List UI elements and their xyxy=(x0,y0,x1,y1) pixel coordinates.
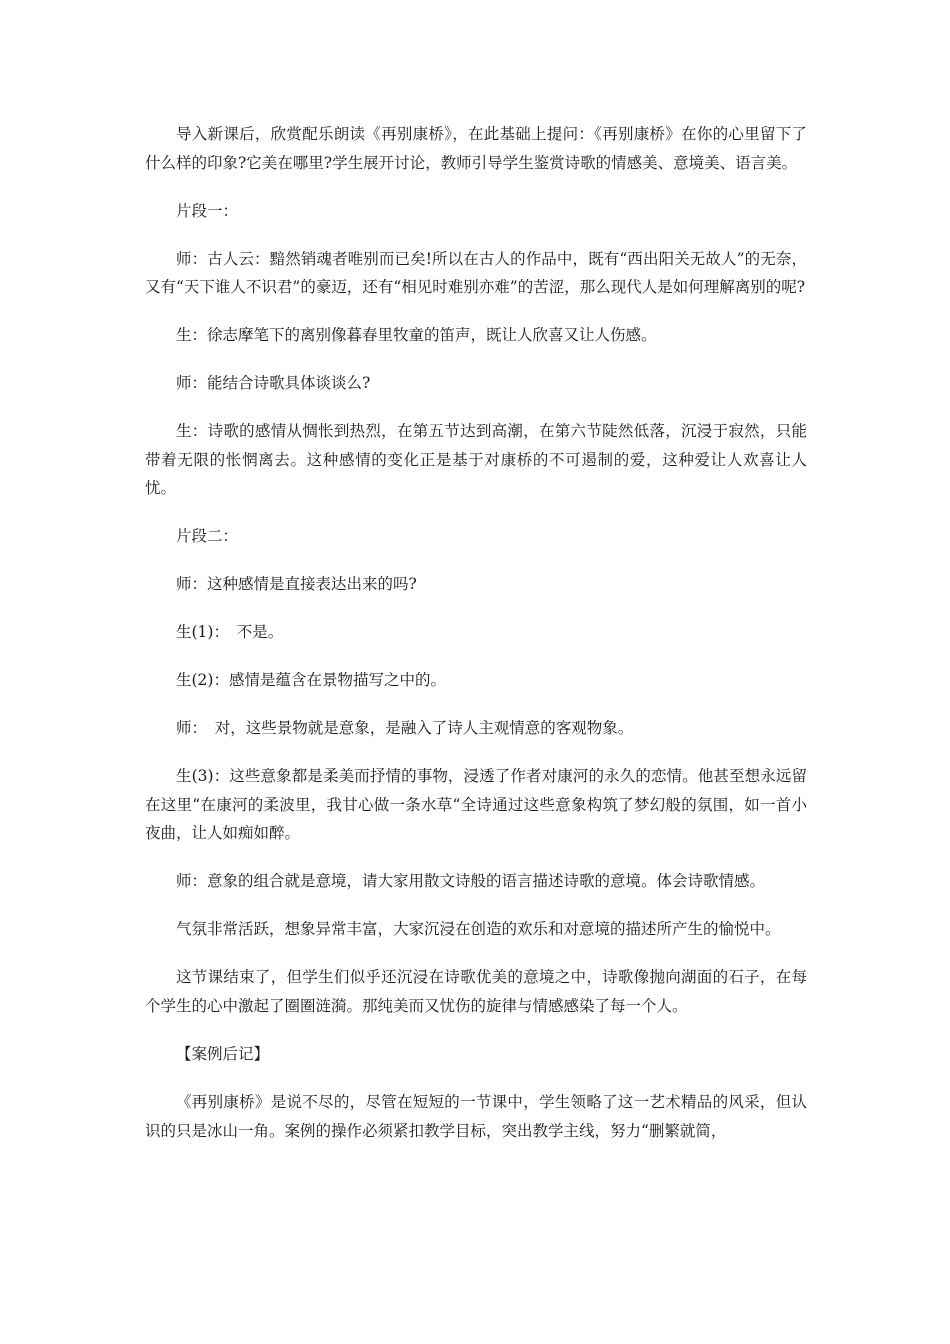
intro-paragraph: 导入新课后，欣赏配乐朗读《再别康桥》，在此基础上提问：《再别康桥》在你的心里留下了什么样的印象?它美在哪里?学生展开讨论，教师引导学生鉴赏诗歌的情感美、意境美、语言美。 xyxy=(145,125,807,172)
dialogue-paragraph: 师：意象的组合就是意境，请大家用散文诗般的语言描述诗歌的意境。体会诗歌情感。 xyxy=(176,872,766,891)
dialogue-paragraph: 师：古人云：黯然销魂者唯别而已矣!所以在古人的作品中，既有“西出阳关无故人”的无奈，又有“天下谁人不识君”的豪迈，还有“相见时难别亦难”的苦涩，那么现代人是如何理解离别的呢? xyxy=(145,249,807,297)
dialogue-paragraph: 生(3)：这些意象都是柔美而抒情的事物，浸透了作者对康河的永久的恋情。他甚至想永远留在这里“在康河的柔波里，我甘心做一条水草“全诗通过这些意象构筑了梦幻般的氛围，如一首小夜曲，让人如痴如醉。 xyxy=(145,767,807,843)
section-heading-afterword: 【案例后记】 xyxy=(176,1044,270,1063)
dialogue-paragraph: 生(1)： 不是。 xyxy=(176,623,284,642)
dialogue-paragraph: 生：徐志摩笔下的离别像暮春里牧童的笛声，既让人欣喜又让人伤感。 xyxy=(176,326,657,345)
narrative-paragraph: 气氛非常活跃，想象异常丰富，大家沉浸在创造的欢乐和对意境的描述所产生的愉悦中。 xyxy=(176,920,781,939)
section-heading-fragment-one: 片段一： xyxy=(176,201,239,220)
dialogue-paragraph: 师： 对，这些景物就是意象，是融入了诗人主观情意的客观物象。 xyxy=(176,719,634,738)
dialogue-paragraph: 生：诗歌的感情从惆怅到热烈，在第五节达到高潮，在第六节陡然低落，沉浸于寂然，只能带着无限的怅惘离去。这种感情的变化正是基于对康桥的不可遏制的爱，这种爱让人欢喜让人忧。 xyxy=(145,422,807,498)
dialogue-paragraph: 师：能结合诗歌具体谈谈么? xyxy=(176,374,371,393)
dialogue-paragraph: 生(2)：感情是蕴含在景物描写之中的。 xyxy=(176,671,446,690)
narrative-paragraph: 这节课结束了，但学生们似乎还沉浸在诗歌优美的意境之中，诗歌像抛向湖面的石子，在每个学生的心中激起了圈圈涟漪。那纯美而又忧伤的旋律与情感感染了每一个人。 xyxy=(145,968,807,1015)
document-body xyxy=(145,120,807,1145)
section-heading-fragment-two: 片段二： xyxy=(176,527,239,546)
dialogue-paragraph: 师：这种感情是直接表达出来的吗? xyxy=(176,575,417,594)
afterword-paragraph: 《再别康桥》是说不尽的，尽管在短短的一节课中，学生领略了这一艺术精品的风采，但认识的只是冰山一角。案例的操作必须紧扣教学目标，突出教学主线，努力“删繁就简， xyxy=(145,1092,807,1140)
